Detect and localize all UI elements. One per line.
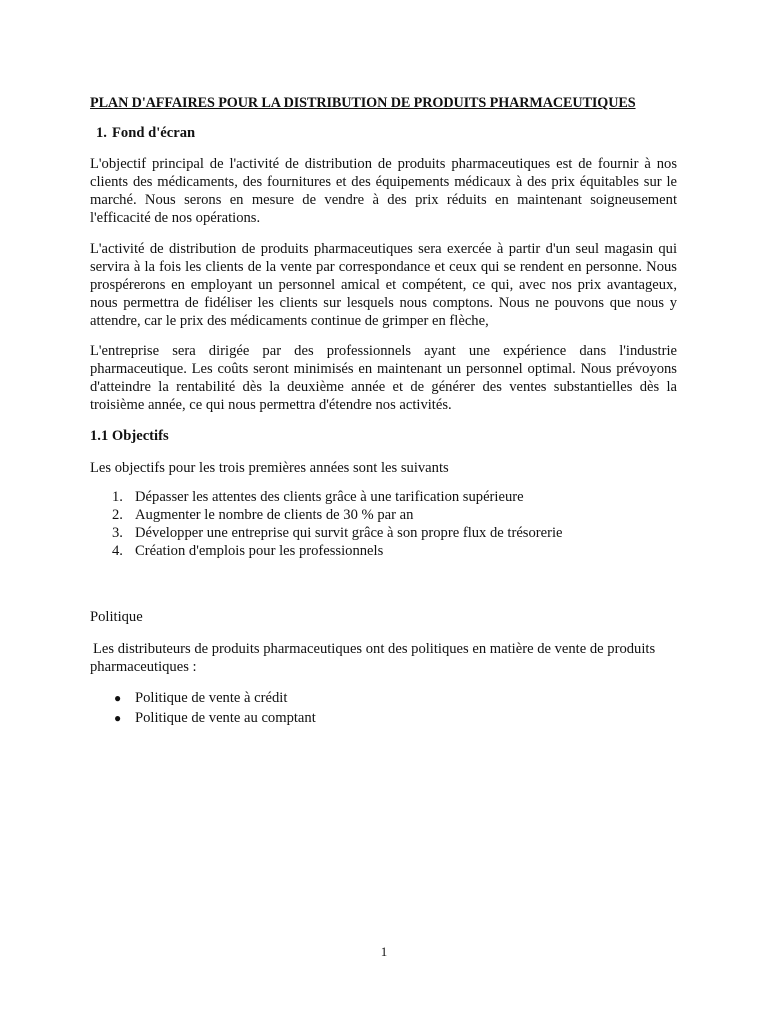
list-item-text: Politique de vente au comptant [135, 710, 316, 726]
list-item-number: 3. [112, 525, 123, 541]
politique-list [114, 689, 316, 729]
section-heading-objectifs: 1.1 Objectifs [90, 428, 169, 444]
document-title: PLAN D'AFFAIRES POUR LA DISTRIBUTION DE PRODUITS PHARMACEUTIQUES [90, 95, 636, 111]
list-item-number: 2. [112, 507, 123, 523]
list-item [112, 542, 563, 560]
politique-heading: Politique [90, 609, 143, 625]
page-number: 1 [380, 944, 388, 959]
paragraph-objectif-principal: L'objectif principal de l'activité de distribution de produits pharmaceutiques est de fournir à nos clients des médicaments, des fournitures et des équipements médicaux à des prix équitables sur le marché. Nous serons en mesure de vendre à des prix réduits en maintenant soigneusement l'efficacité de nos opérations. [90, 156, 677, 226]
paragraph-activite-magasin: L'activité de distribution de produits pharmaceutiques sera exercée à partir d'un seul magasin qui servira à la fois les clients de la vente par correspondance et ceux qui se rendent en personne. Nous prospérerons en employant un personnel amical et compétent, ce qui, avec nos prix avantageux, nous permettra de fidéliser les clients sur lesquels nous comptons. Nous ne pouvons que nous y attendre, car le prix des médicaments continue de grimper en flèche, [90, 241, 677, 329]
list-item [114, 689, 316, 709]
list-item [114, 709, 316, 729]
section-heading-text: Fond d'écran [112, 125, 196, 141]
list-item [112, 506, 563, 524]
objectifs-list [112, 488, 563, 560]
bullet-icon: ● [114, 691, 122, 705]
list-item-number: 4. [112, 543, 123, 559]
politique-intro: Les distributeurs de produits pharmaceutiques ont des politiques en matière de vente de produits pharmaceutiques : [90, 641, 656, 675]
section-number: 1. [96, 125, 107, 141]
list-item-text: Création d'emplois pour les professionnels [135, 543, 384, 559]
list-item-text: Dépasser les attentes des clients grâce à une tarification supérieure [135, 489, 524, 505]
list-item-text: Politique de vente à crédit [135, 690, 288, 706]
bullet-icon: ● [114, 711, 122, 725]
section-heading-fond-ecran [96, 124, 195, 142]
objectifs-intro: Les objectifs pour les trois premières années sont les suivants [90, 460, 449, 476]
paragraph-entreprise-dirigee: L'entreprise sera dirigée par des professionnels ayant une expérience dans l'industrie pharmaceutique. Les coûts seront minimisés en maintenant un personnel optimal. Nous prévoyons d'atteindre la rentabilité dès la deuxième année et de générer des ventes substantielles dès la troisième année, ce qui nous permettra d'étendre nos activités. [90, 343, 677, 413]
list-item-number: 1. [112, 489, 123, 505]
list-item [112, 488, 563, 506]
list-item-text: Développer une entreprise qui survit grâce à son propre flux de trésorerie [135, 525, 563, 541]
list-item [112, 524, 563, 542]
list-item-text: Augmenter le nombre de clients de 30 % par an [135, 507, 414, 523]
